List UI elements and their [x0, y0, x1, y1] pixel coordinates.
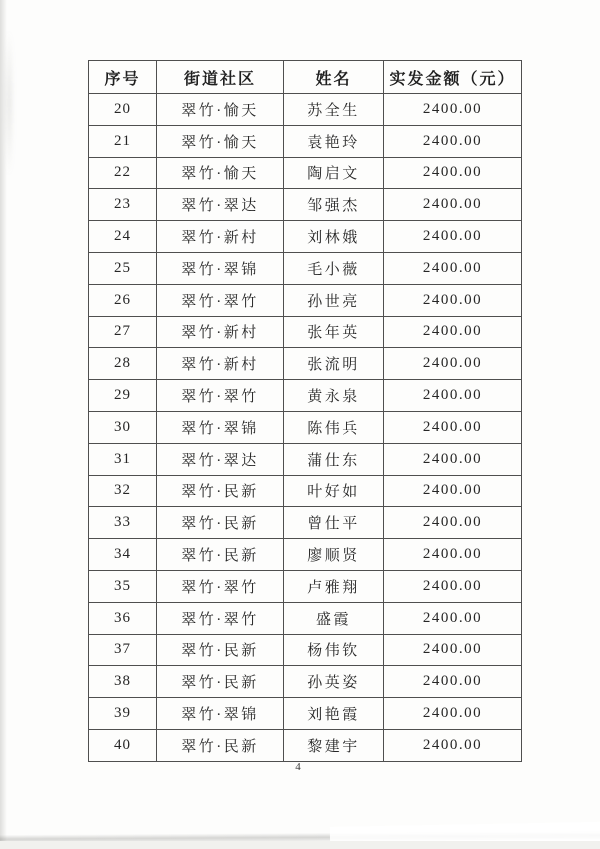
row-street-community: 翠竹·翠竹 — [157, 570, 284, 602]
row-street-community: 翠竹·愉天 — [157, 125, 284, 157]
row-street-community: 翠竹·民新 — [157, 507, 284, 539]
row-paid-amount: 2400.00 — [384, 507, 522, 539]
row-name: 张流明 — [284, 348, 384, 380]
row-name: 孙世亮 — [284, 284, 384, 316]
scan-left-shadow — [0, 0, 7, 849]
table-row — [89, 475, 522, 507]
payment-table — [88, 60, 522, 762]
row-paid-amount: 2400.00 — [384, 94, 522, 126]
row-serial-number: 20 — [89, 94, 157, 126]
table-row — [89, 443, 522, 475]
row-serial-number: 34 — [89, 539, 157, 571]
row-serial-number: 25 — [89, 252, 157, 284]
row-paid-amount: 2400.00 — [384, 570, 522, 602]
row-paid-amount: 2400.00 — [384, 475, 522, 507]
row-paid-amount: 2400.00 — [384, 380, 522, 412]
row-name: 黄永泉 — [284, 380, 384, 412]
row-name: 廖顺贤 — [284, 539, 384, 571]
scan-paper-corner — [330, 821, 600, 849]
row-name: 张年英 — [284, 316, 384, 348]
row-name: 曾仕平 — [284, 507, 384, 539]
table-row — [89, 602, 522, 634]
table-row — [89, 189, 522, 221]
row-name: 杨伟钦 — [284, 634, 384, 666]
table-row — [89, 570, 522, 602]
table-row — [89, 411, 522, 443]
row-serial-number: 32 — [89, 475, 157, 507]
row-name: 刘林娥 — [284, 221, 384, 253]
table-row — [89, 284, 522, 316]
row-name: 盛霞 — [284, 602, 384, 634]
row-street-community: 翠竹·新村 — [157, 316, 284, 348]
scan-smudge — [4, 28, 14, 178]
row-paid-amount: 2400.00 — [384, 125, 522, 157]
row-name: 孙英姿 — [284, 666, 384, 698]
row-paid-amount: 2400.00 — [384, 252, 522, 284]
row-street-community: 翠竹·愉天 — [157, 157, 284, 189]
row-paid-amount: 2400.00 — [384, 189, 522, 221]
row-serial-number: 26 — [89, 284, 157, 316]
row-serial-number: 23 — [89, 189, 157, 221]
scan-bottom-background — [0, 841, 600, 849]
row-street-community: 翠竹·翠竹 — [157, 380, 284, 412]
row-serial-number: 27 — [89, 316, 157, 348]
row-street-community: 翠竹·民新 — [157, 539, 284, 571]
row-name: 刘艳霞 — [284, 698, 384, 730]
row-street-community: 翠竹·翠竹 — [157, 284, 284, 316]
row-street-community: 翠竹·民新 — [157, 729, 284, 761]
table-row — [89, 634, 522, 666]
row-paid-amount: 2400.00 — [384, 539, 522, 571]
row-name: 叶好如 — [284, 475, 384, 507]
table-row — [89, 729, 522, 761]
row-serial-number: 31 — [89, 443, 157, 475]
row-paid-amount: 2400.00 — [384, 348, 522, 380]
table-body — [89, 94, 522, 762]
row-name: 卢雅翔 — [284, 570, 384, 602]
row-serial-number: 22 — [89, 157, 157, 189]
table-row — [89, 348, 522, 380]
row-serial-number: 29 — [89, 380, 157, 412]
table-row — [89, 507, 522, 539]
row-serial-number: 39 — [89, 698, 157, 730]
table-row — [89, 698, 522, 730]
table-row — [89, 157, 522, 189]
table-row — [89, 94, 522, 126]
table-row — [89, 539, 522, 571]
row-paid-amount: 2400.00 — [384, 602, 522, 634]
row-name: 蒲仕东 — [284, 443, 384, 475]
row-street-community: 翠竹·翠锦 — [157, 698, 284, 730]
table-row — [89, 316, 522, 348]
row-name: 陶启文 — [284, 157, 384, 189]
row-street-community: 翠竹·愉天 — [157, 94, 284, 126]
row-street-community: 翠竹·翠锦 — [157, 411, 284, 443]
row-paid-amount: 2400.00 — [384, 443, 522, 475]
row-street-community: 翠竹·民新 — [157, 475, 284, 507]
header-street-community: 街道社区 — [157, 61, 284, 94]
row-name: 毛小薇 — [284, 252, 384, 284]
header-row — [89, 61, 522, 94]
row-serial-number: 35 — [89, 570, 157, 602]
row-paid-amount: 2400.00 — [384, 157, 522, 189]
row-name: 袁艳玲 — [284, 125, 384, 157]
row-street-community: 翠竹·民新 — [157, 634, 284, 666]
row-serial-number: 24 — [89, 221, 157, 253]
header-serial-number: 序号 — [89, 61, 157, 94]
table-row — [89, 380, 522, 412]
row-paid-amount: 2400.00 — [384, 634, 522, 666]
page-number: 4 — [295, 761, 301, 773]
row-paid-amount: 2400.00 — [384, 411, 522, 443]
header-paid-amount: 实发金额（元） — [384, 61, 522, 94]
row-serial-number: 38 — [89, 666, 157, 698]
row-paid-amount: 2400.00 — [384, 221, 522, 253]
row-paid-amount: 2400.00 — [384, 698, 522, 730]
row-serial-number: 33 — [89, 507, 157, 539]
row-street-community: 翠竹·民新 — [157, 666, 284, 698]
row-paid-amount: 2400.00 — [384, 729, 522, 761]
row-street-community: 翠竹·翠竹 — [157, 602, 284, 634]
table-row — [89, 666, 522, 698]
table-row — [89, 221, 522, 253]
row-street-community: 翠竹·新村 — [157, 221, 284, 253]
row-name: 陈伟兵 — [284, 411, 384, 443]
row-street-community: 翠竹·新村 — [157, 348, 284, 380]
row-serial-number: 30 — [89, 411, 157, 443]
row-street-community: 翠竹·翠锦 — [157, 252, 284, 284]
header-name: 姓名 — [284, 61, 384, 94]
scan-bottom-edge-shadow — [0, 831, 600, 843]
row-street-community: 翠竹·翠达 — [157, 189, 284, 221]
row-serial-number: 40 — [89, 729, 157, 761]
row-name: 黎建宇 — [284, 729, 384, 761]
row-name: 苏全生 — [284, 94, 384, 126]
row-paid-amount: 2400.00 — [384, 666, 522, 698]
row-serial-number: 21 — [89, 125, 157, 157]
row-paid-amount: 2400.00 — [384, 284, 522, 316]
row-serial-number: 36 — [89, 602, 157, 634]
row-serial-number: 28 — [89, 348, 157, 380]
row-serial-number: 37 — [89, 634, 157, 666]
row-paid-amount: 2400.00 — [384, 316, 522, 348]
row-street-community: 翠竹·翠达 — [157, 443, 284, 475]
table-row — [89, 125, 522, 157]
row-name: 邹强杰 — [284, 189, 384, 221]
table-row — [89, 252, 522, 284]
